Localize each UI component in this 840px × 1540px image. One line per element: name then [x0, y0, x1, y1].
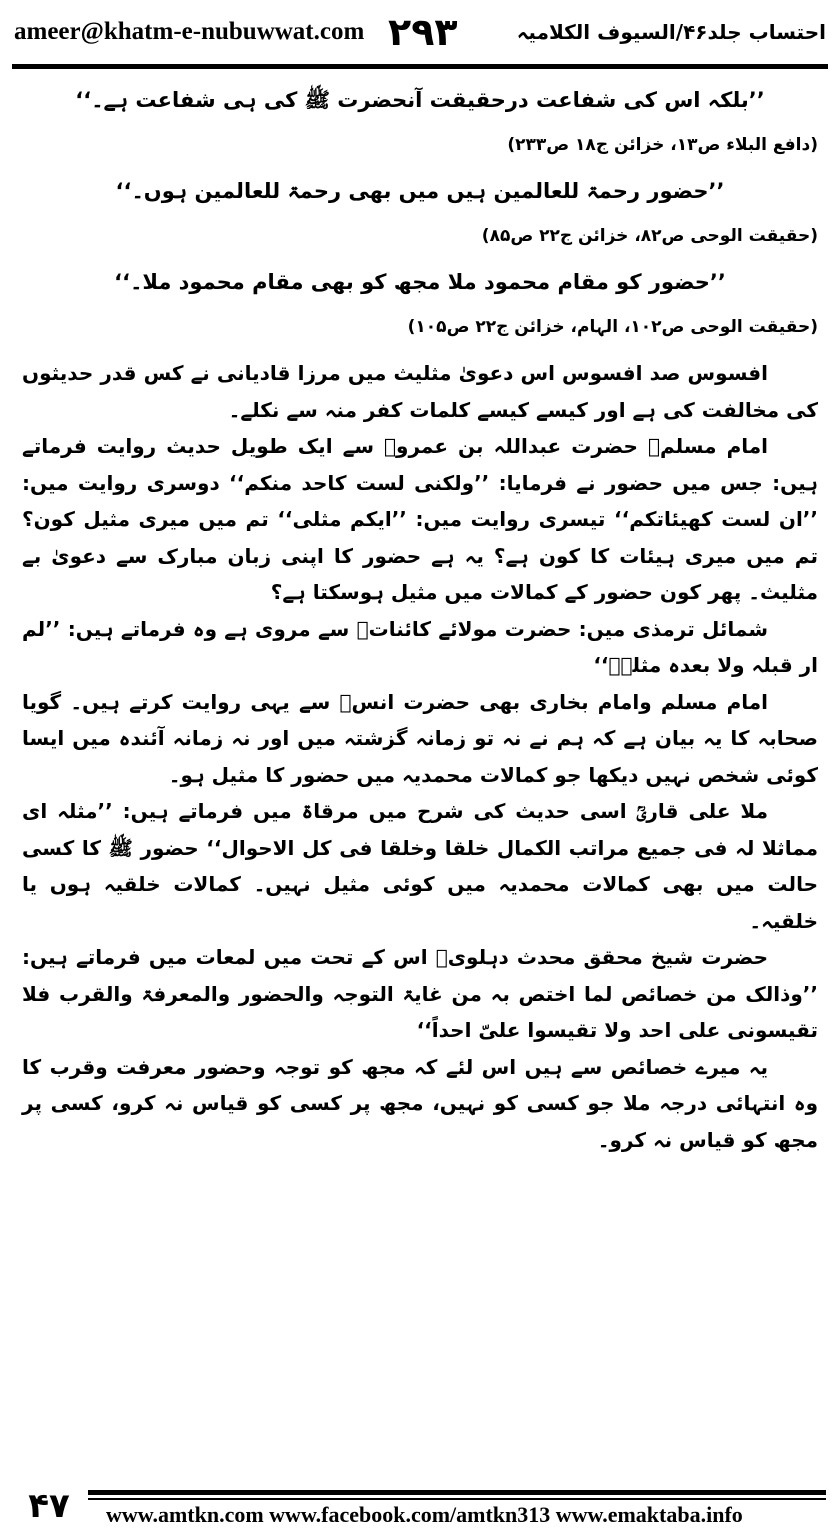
paragraph: امام مسلمؒ حضرت عبداللہ بن عمروؓ سے ایک طویل حدیث روایت فرماتے ہیں: جس میں حضور نے فرمایا: ’’ولکنی لست کاحد منکم‘‘ دوسری روایت میں: ’’ان لست کھیئاتکم‘‘ تیسری روایت میں: ’’ایکم مثلی‘‘ تم میں میری مثیل کون؟ تم میں میری ہیئات کا کون ہے؟ یہ ہے حضور کا اپنی زبان مبارک سے دعویٰ بے مثلیث۔ پھر کون حضور کے کمالات میں مثیل ہوسکتا ہے؟ — [22, 434, 818, 604]
page-footer — [14, 1486, 826, 1534]
reference: (حقیقت الوحی ص۱۰۲، الہام، خزائن ج۲۲ ص۱۰۵) — [407, 316, 818, 337]
reference: (حقیقت الوحی ص۸۲، خزائن ج۲۲ ص۸۵) — [481, 225, 818, 246]
page-number: ۲۹۳ — [388, 10, 458, 54]
paragraph: حضرت شیخ محقق محدث دہلویؒ اس کے تحت میں لمعات میں فرماتے ہیں: ’’وذالک من خصائص لما اختص بہ من غایۃ التوجہ والحضور والمعرفۃ والقرب فلا تقیسونی علی احد ولا تقیسوا علیّ احداً‘‘ — [22, 945, 818, 1042]
quotation: ’’بلکہ اس کی شفاعت درحقیقت آنحضرت ﷺ کی ہی شفاعت ہے۔‘‘ — [75, 88, 765, 112]
paragraph: افسوس صد افسوس اس دعویٰ مثلیث میں مرزا قادیانی نے کس قدر حدیثوں کی مخالفت کی ہے اور کیسے کیسے کلمات کفر منہ سے نکلے۔ — [22, 361, 818, 422]
book-title: احتساب جلد۴۶/السیوف الکلامیہ — [516, 20, 826, 44]
page-header — [10, 6, 830, 66]
footer-rule — [88, 1490, 826, 1495]
paragraph: ملا علی قاریؒ اسی حدیث کی شرح میں مرقاۃ میں فرماتے ہیں: ’’مثلہ ای مماثلا لہ فی جمیع مراتب الکمال خلقا وخلقا فی کل الاحوال‘‘ حضور ﷺ کا کسی حالت میں بھی کمالات محمدیہ میں کوئی مثیل نہیں۔ کمالات خلقیہ ہوں یا خلقیہ۔ — [22, 799, 818, 933]
paragraph: امام مسلم وامام بخاری بھی حضرت انسؓ سے یہی روایت کرتے ہیں۔ گویا صحابہ کا یہ بیان ہے کہ ہم نے نہ تو زمانہ گزشتہ میں اور نہ زمانہ آئندہ میں ایسا کوئی شخص نہیں دیکھا جو کمالات محمدیہ میں حضور کا مثیل ہو۔ — [22, 689, 818, 787]
footer-links[interactable]: www.amtkn.com www.facebook.com/amtkn313 www.emaktaba.info — [106, 1502, 743, 1527]
quotation: ’’حضور رحمۃ للعالمین ہیں میں بھی رحمۃ للعالمین ہوں۔‘‘ — [115, 179, 725, 203]
header-rule — [12, 64, 828, 69]
page-body — [22, 76, 818, 1158]
contact-email[interactable]: ameer@khatm-e-nubuwwat.com — [14, 18, 365, 45]
quotation: ’’حضور کو مقام محمود ملا مجھ کو بھی مقام محمود ملا۔‘‘ — [114, 270, 726, 294]
sequence-number: ۴۷ — [28, 1486, 70, 1526]
reference: (دافع البلاء ص۱۳، خزائن ج۱۸ ص۲۳۳) — [507, 134, 818, 155]
paragraph: شمائل ترمذی میں: حضرت مولائے کائناتؓ سے مروی ہے وہ فرماتے ہیں: ’’لم ار قبلہ ولا بعدہ مثلہؐ‘‘ — [22, 616, 818, 677]
footer-rule-thin — [88, 1498, 826, 1500]
paragraph: یہ میرے خصائص سے ہیں اس لئے کہ مجھ کو توجہ وحضور معرفت وقرب کا وہ انتہائی درجہ ملا جو کسی کو نہیں، مجھ پر کسی کو قیاس نہ کرو، کسی پر مجھ کو قیاس نہ کرو۔ — [22, 1054, 818, 1152]
